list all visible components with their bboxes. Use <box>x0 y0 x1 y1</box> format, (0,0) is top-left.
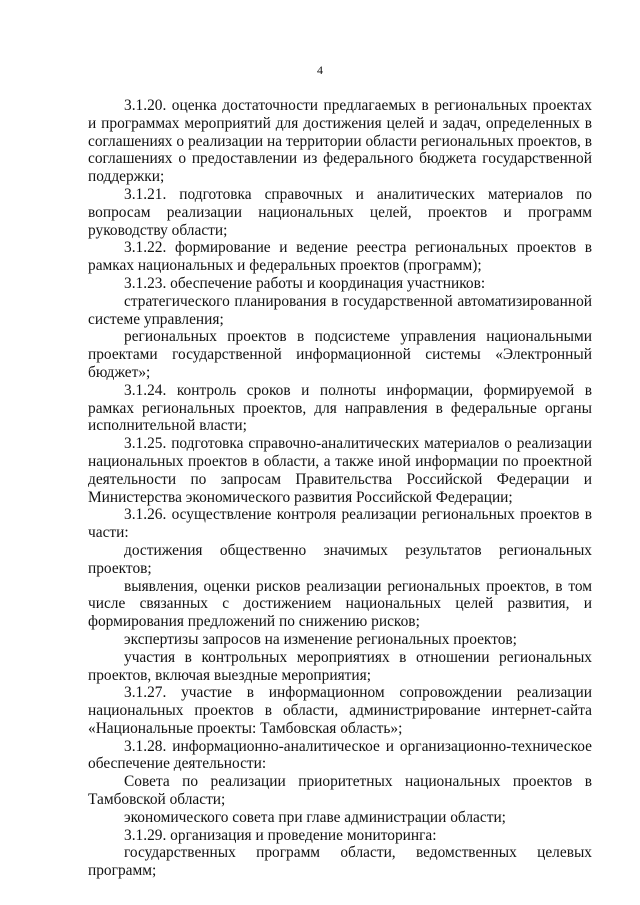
paragraph: Совета по реализации приоритетных национальных проектов в Тамбовской области; <box>88 773 592 809</box>
paragraph: 3.1.21. подготовка справочных и аналитических материалов по вопросам реализации национальных целей, проектов и программ руководству области; <box>88 185 592 239</box>
paragraph: экономического совета при главе администрации области; <box>124 808 506 826</box>
paragraph: 3.1.28. информационно-аналитическое и организационно-техническое обеспечение деятельности: <box>88 737 592 773</box>
paragraph: государственных программ области, ведомственных целевых программ; <box>88 844 592 880</box>
paragraph: стратегического планирования в государственной автоматизированной системе управления; <box>88 292 592 328</box>
paragraph: участия в контрольных мероприятиях в отношении региональных проектов, включая выездные мероприятия; <box>88 648 592 684</box>
paragraph: 3.1.27. участие в информационном сопровождении реализации национальных проектов в области, администрирование интернет-сайта «Национальные проекты: Тамбовская область»; <box>88 684 592 737</box>
paragraph: 3.1.22. формирование и ведение реестра региональных проектов в рамках национальных и федеральных проектов (программ); <box>88 239 592 275</box>
paragraph: экспертизы запросов на изменение региональных проектов; <box>124 630 517 648</box>
paragraph: выявления, оценки рисков реализации региональных проектов, в том числе связанных с достижением национальных целей развития, и формирования предложений по снижению рисков; <box>88 577 592 631</box>
paragraph: 3.1.24. контроль сроков и полноты информации, формируемой в рамках региональных проектов, для направления в федеральные органы исполнительной власти; <box>88 381 592 435</box>
paragraph: 3.1.25. подготовка справочно-аналитических материалов о реализации национальных проектов в области, а также иной информации по проектной деятельности по запросам Правительства Российской Федерации и Министерства экономического развития Российской Федерации; <box>88 435 592 506</box>
paragraph: 3.1.29. организация и проведение мониторинга: <box>124 826 437 844</box>
paragraph: 3.1.23. обеспечение работы и координация участников: <box>124 274 486 292</box>
paragraph: достижения общественно значимых результатов региональных проектов; <box>88 541 592 577</box>
paragraph: 3.1.26. осуществление контроля реализации региональных проектов в части: <box>88 506 592 542</box>
page-number: 4 <box>317 63 323 77</box>
paragraph: 3.1.20. оценка достаточности предлагаемых в региональных проектах и программах мероприятий для достижения целей и задач, определенных в соглашениях о реализации на территории области региональных проектов, в соглашениях о предоставлении из федерального бюджета государственной поддержки; <box>88 97 592 186</box>
document-body <box>88 97 592 880</box>
paragraph: региональных проектов в подсистеме управления национальными проектами государственной информационной системы «Электронный бюджет»; <box>88 328 592 381</box>
